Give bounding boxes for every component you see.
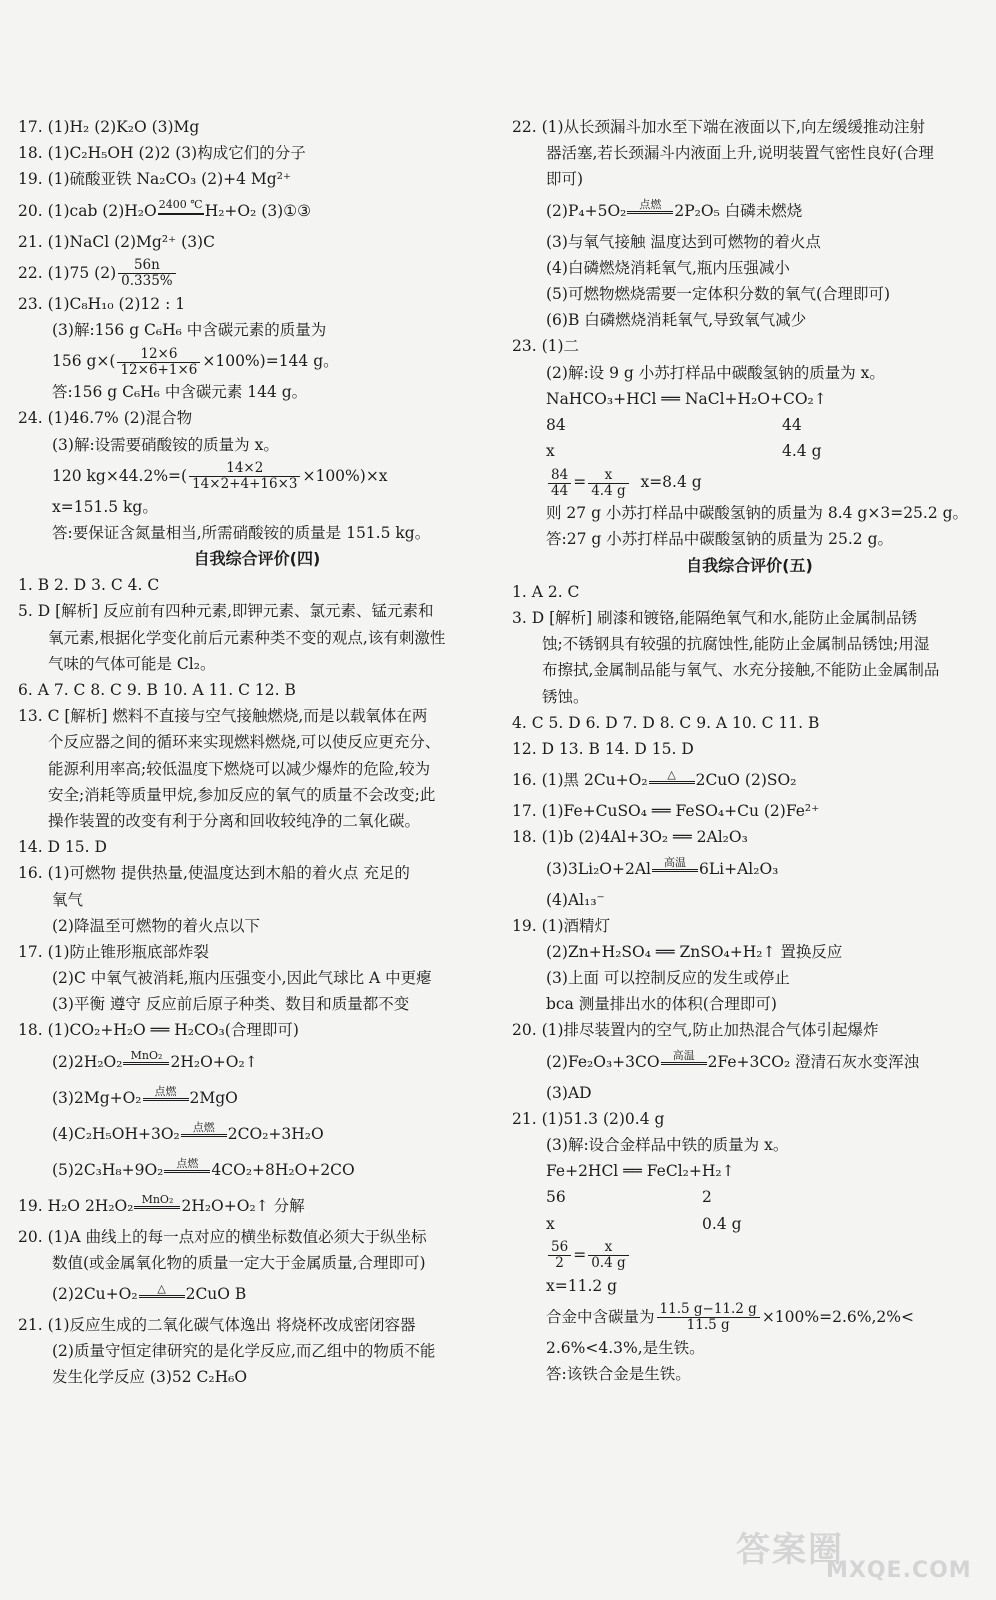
fraction: $\frac{11.5 g-11.2 g}{11.5 g}$ [657, 1302, 760, 1333]
answer-3: 3. D [解析] 刷漆和镀铬,能隔绝氧气和水,能防止金属制品锈 [512, 609, 917, 627]
answer-23: 23. (1)二 [512, 337, 580, 356]
answer-19-2: (2)Zn+H₂SO₄ ══ ZnSO₄+H₂↑ 置换反应 [546, 942, 843, 961]
answer-19-3: (3)上面 可以控制反应的发生或停止 [546, 969, 790, 988]
answer-22-2: (2)P₄+5O₂ 点燃 2P₂O₅ 白磷未燃烧 [512, 193, 987, 229]
answer-12-15: 12. D 13. B 14. D 15. D [512, 739, 694, 758]
left-column [18, 114, 496, 1391]
answer-1-4: 1. B 2. D 3. C 4. C [18, 576, 160, 595]
answer-24-solution: (3)解:设需要硝酸铵的质量为 x。 [52, 435, 279, 454]
answer-19-cont: bca 测量排出水的体积(合理即可) [546, 995, 777, 1014]
answer-17b-3: (3)平衡 遵守 反应前后原子种类、数目和质量都不变 [52, 995, 410, 1014]
reaction-arrow: △ [649, 769, 695, 794]
answer-21b: 21. (1)反应生成的二氧化碳气体逸出 将烧杯改成密闭容器 [18, 1316, 416, 1334]
answer-23-masses: 84 44 [546, 415, 802, 434]
answer-20: 20. (1)排尽装置内的空气,防止加热混合气体引起爆炸 [512, 1021, 879, 1040]
answer-18b-2: (2)2H₂O₂ MnO₂ 2H₂O+O₂↑ [18, 1044, 496, 1080]
answer-19: 19. (1)酒精灯 [512, 916, 611, 935]
answer-5-cont: 气味的气体可能是 Cl₂。 [48, 654, 216, 673]
answer-22-6: (6)B 白磷燃烧消耗氧气,导致氧气减少 [546, 311, 807, 330]
answer-21-unknowns: x 0.4 g [546, 1214, 742, 1233]
answer-16-2: (2)降温至可燃物的着火点以下 [52, 916, 260, 935]
answer-19b: 19. H₂O 2H₂O₂ MnO₂ 2H₂O+O₂↑ 分解 [18, 1188, 496, 1224]
answer-23-result: 则 27 g 小苏打样品中碳酸氢钠的质量为 8.4 g×3=25.2 g。 [546, 504, 969, 523]
reaction-arrow: 点燃 [143, 1086, 189, 1111]
answer-20-products: H₂+O₂ (3)①③ [204, 201, 312, 220]
section-title-4: 自我综合评价(四) [193, 549, 321, 569]
answer-5-cont: 氧元素,根据化学变化前后元素种类不变的观点,该有刺激性 [48, 628, 446, 647]
answer-24-calc: 120 kg×44.2%=( $\frac{14\times 2}{14\times 2+4+16\times 3}$ ×100%)×x [52, 460, 388, 493]
answer-19: 19. (1)硫酸亚铁 Na₂CO₃ (2)+4 Mg²⁺ [18, 170, 292, 189]
answer-20b: 20. (1)A 曲线上的每一点对应的横坐标数值必须大于纵坐标 [18, 1227, 427, 1246]
fraction: $\frac{56}{2}$ [548, 1240, 571, 1271]
answer-20b-cont: 数值(或金属氧化物的质量一定大于金属质量,合理即可) [52, 1253, 426, 1272]
answer-23-proportion: $\frac{84}{44}$ = $\frac{x}{4.4 g}$ x=8.4 g [512, 464, 987, 500]
answer-22-4: (4)白磷燃烧消耗氧气,瓶内压强减小 [546, 258, 790, 277]
answer-13-cont: 能源利用率高;较低温度下燃烧可以减少爆炸的危险,较为 [48, 759, 431, 778]
answer-23-conclusion: 答:156 g C₆H₆ 中含碳元素 144 g。 [52, 383, 308, 402]
answer-14-15: 14. D 15. D [18, 838, 107, 857]
answer-24: 24. (1)46.7% (2)混合物 [18, 409, 193, 428]
answer-20 [18, 193, 496, 229]
fraction: $\frac{x}{0.4 g}$ [588, 1240, 628, 1271]
reaction-arrow: △ [139, 1283, 185, 1308]
answer-13: 13. C [解析] 燃料不直接与空气接触燃烧,而是以载氧体在两 [18, 707, 428, 726]
answer-20-3: (3)AD [546, 1083, 592, 1102]
answer-5: 5. D [解析] 反应前有四种元素,即钾元素、氯元素、锰元素和 [18, 602, 434, 621]
answer-18-3: (3)3Li₂O+2Al 高温 6Li+Al₂O₃ [512, 851, 987, 887]
answer-23-calc: 156 g×( $\frac{12\times 6}{12\times 6+1\times 6}$ ×100%)=144 g。 [52, 345, 339, 378]
answer-13-cont: 安全;消耗等质量甲烷,参加反应的氧气的质量不会改变;此 [48, 785, 436, 804]
fraction: $\frac{x}{4.4 g}$ [588, 468, 628, 499]
answer-22: 22. (1)75 (2) $\frac{56n}{0.335\%}$ [18, 255, 496, 291]
answer-21-equation: Fe+2HCl ══ FeCl₂+H₂↑ [546, 1162, 735, 1181]
fraction: $\frac{84}{44}$ [548, 468, 571, 499]
answer-21-result: x=11.2 g [546, 1276, 618, 1295]
reaction-arrow: 高温 [652, 857, 698, 882]
reaction-arrow: 高温 [661, 1050, 707, 1075]
right-column [512, 114, 987, 1387]
answer-22: 22. (1)从长颈漏斗加水至下端在液面以下,向左缓缓推动注射 [512, 118, 925, 136]
answer-22-5: (5)可燃物燃烧需要一定体积分数的氧气(合理即可) [546, 284, 891, 303]
answer-20b-2: (2)2Cu+O₂ △ 2CuO B [18, 1276, 496, 1312]
answer-16: 16. (1)黑 2Cu+O₂ △ 2CuO (2)SO₂ [512, 762, 987, 798]
reaction-arrow: MnO₂ [123, 1050, 169, 1075]
reaction-arrow: MnO₂ [134, 1194, 180, 1219]
reaction-arrow: 点燃 [164, 1158, 210, 1183]
answer-17: 17. (1)Fe+CuSO₄ ══ FeSO₄+Cu (2)Fe²⁺ [512, 802, 820, 821]
answer-21b-cont: 发生化学反应 (3)52 C₂H₆O [52, 1368, 248, 1387]
answer-21-carbon: 合金中含碳量为 $\frac{11.5 g-11.2 g}{11.5 g}$ ×100%=2.6%,2%< [546, 1301, 914, 1334]
answer-21: 21. (1)51.3 (2)0.4 g [512, 1109, 665, 1128]
answer-17: 17. (1)H₂ (2)K₂O (3)Mg [18, 118, 200, 136]
answer-21-solution: (3)解:设合金样品中铁的质量为 x。 [546, 1136, 789, 1154]
answer-22-3: (3)与氧气接触 温度达到可燃物的着火点 [546, 232, 821, 251]
answer-18b-3: (3)2Mg+O₂ 点燃 2MgO [18, 1080, 496, 1116]
answer-21b-2: (2)质量守恒定律研究的是化学反应,而乙组中的物质不能 [52, 1342, 436, 1361]
answer-18b-4: (4)C₂H₅OH+3O₂ 点燃 2CO₂+3H₂O [18, 1116, 496, 1152]
answer-4-11: 4. C 5. D 6. D 7. D 8. C 9. A 10. C 11. B [512, 713, 820, 732]
reaction-arrow: 点燃 [627, 199, 673, 224]
watermark-logo: 答案圈 MXQE.COM [736, 1530, 972, 1583]
answer-1-2: 1. A 2. C [512, 582, 580, 601]
answer-3-cont: 蚀;不锈钢具有较强的抗腐蚀性,能防止金属制品锈蚀;用湿 [542, 635, 930, 654]
answer-3-cont: 布擦拭,金属制品能与氧气、水充分接触,不能防止金属制品 [542, 661, 940, 680]
fraction: $\frac{12\times 6}{12\times 6+1\times 6}$ [117, 347, 200, 378]
answer-22-cont: 即可) [546, 170, 584, 189]
answer-21-conclusion: 答:该铁合金是生铁。 [546, 1365, 691, 1384]
answer-21-cont: 2.6%<4.3%,是生铁。 [546, 1338, 705, 1357]
answer-22-cont: 器活塞,若长颈漏斗内液面上升,说明装置气密性良好(合理 [546, 144, 934, 163]
answer-13-cont: 个反应器之间的循环来实现燃料燃烧,可以使反应更充分、 [48, 733, 441, 752]
answer-3-cont: 锈蚀。 [542, 687, 589, 706]
answer-18: 18. (1)C₂H₅OH (2)2 (3)构成它们的分子 [18, 144, 306, 163]
section-title-5: 自我综合评价(五) [686, 555, 813, 575]
answer-20-2: (2)Fe₂O₃+3CO 高温 2Fe+3CO₂ 澄清石灰水变浑浊 [512, 1044, 987, 1080]
answer-20-text: 20. (1)cab (2)H₂O [18, 201, 157, 220]
answer-23-solution: (2)解:设 9 g 小苏打样品中碳酸氢钠的质量为 x。 [546, 363, 885, 382]
answer-16-cont: 氧气 [52, 890, 84, 909]
answer-18-4: (4)Al₁₃⁻ [546, 890, 605, 909]
answer-23-unknowns: x 4.4 g [546, 442, 822, 461]
answer-18b-5: (5)2C₃H₈+9O₂ 点燃 4CO₂+8H₂O+2CO [18, 1152, 496, 1188]
fraction: $\frac{56n}{0.335\%}$ [118, 258, 175, 289]
reaction-arrow: 2400 ℃ [158, 199, 204, 225]
reaction-arrow: 点燃 [181, 1122, 227, 1147]
answer-21-proportion: $\frac{56}{2}$ = $\frac{x}{0.4 g}$ [512, 1237, 987, 1273]
answer-23: 23. (1)C₈H₁₀ (2)12 : 1 [18, 294, 186, 313]
answer-6-12: 6. A 7. C 8. C 9. B 10. A 11. C 12. B [18, 681, 296, 699]
answer-18: 18. (1)b (2)4Al+3O₂ ══ 2Al₂O₃ [512, 828, 748, 847]
answer-23-equation: NaHCO₃+HCl ══ NaCl+H₂O+CO₂↑ [546, 389, 827, 408]
answer-24-result: x=151.5 kg。 [52, 497, 158, 516]
answer-23-solution: (3)解:156 g C₆H₆ 中含碳元素的质量为 [52, 320, 327, 339]
fraction: $\frac{14\times 2}{14\times 2+4+16\times 3}$ [189, 461, 300, 492]
answer-18b: 18. (1)CO₂+H₂O ══ H₂CO₃(合理即可) [18, 1021, 299, 1040]
answer-17b-2: (2)C 中氧气被消耗,瓶内压强变小,因此气球比 A 中更瘪 [52, 969, 432, 988]
answer-21-masses: 56 2 [546, 1188, 712, 1207]
answer-23-conclusion: 答:27 g 小苏打样品中碳酸氢钠的质量为 25.2 g。 [546, 530, 894, 549]
answer-21: 21. (1)NaCl (2)Mg²⁺ (3)C [18, 232, 215, 251]
answer-13-cont: 操作装置的改变有利于分离和回收较纯净的二氧化碳。 [48, 811, 421, 830]
answer-24-conclusion: 答:要保证含氮量相当,所需硝酸铵的质量是 151.5 kg。 [52, 523, 431, 542]
answer-17b: 17. (1)防止锥形瓶底部炸裂 [18, 942, 210, 961]
answer-16: 16. (1)可燃物 提供热量,使温度达到木船的着火点 充足的 [18, 864, 410, 883]
